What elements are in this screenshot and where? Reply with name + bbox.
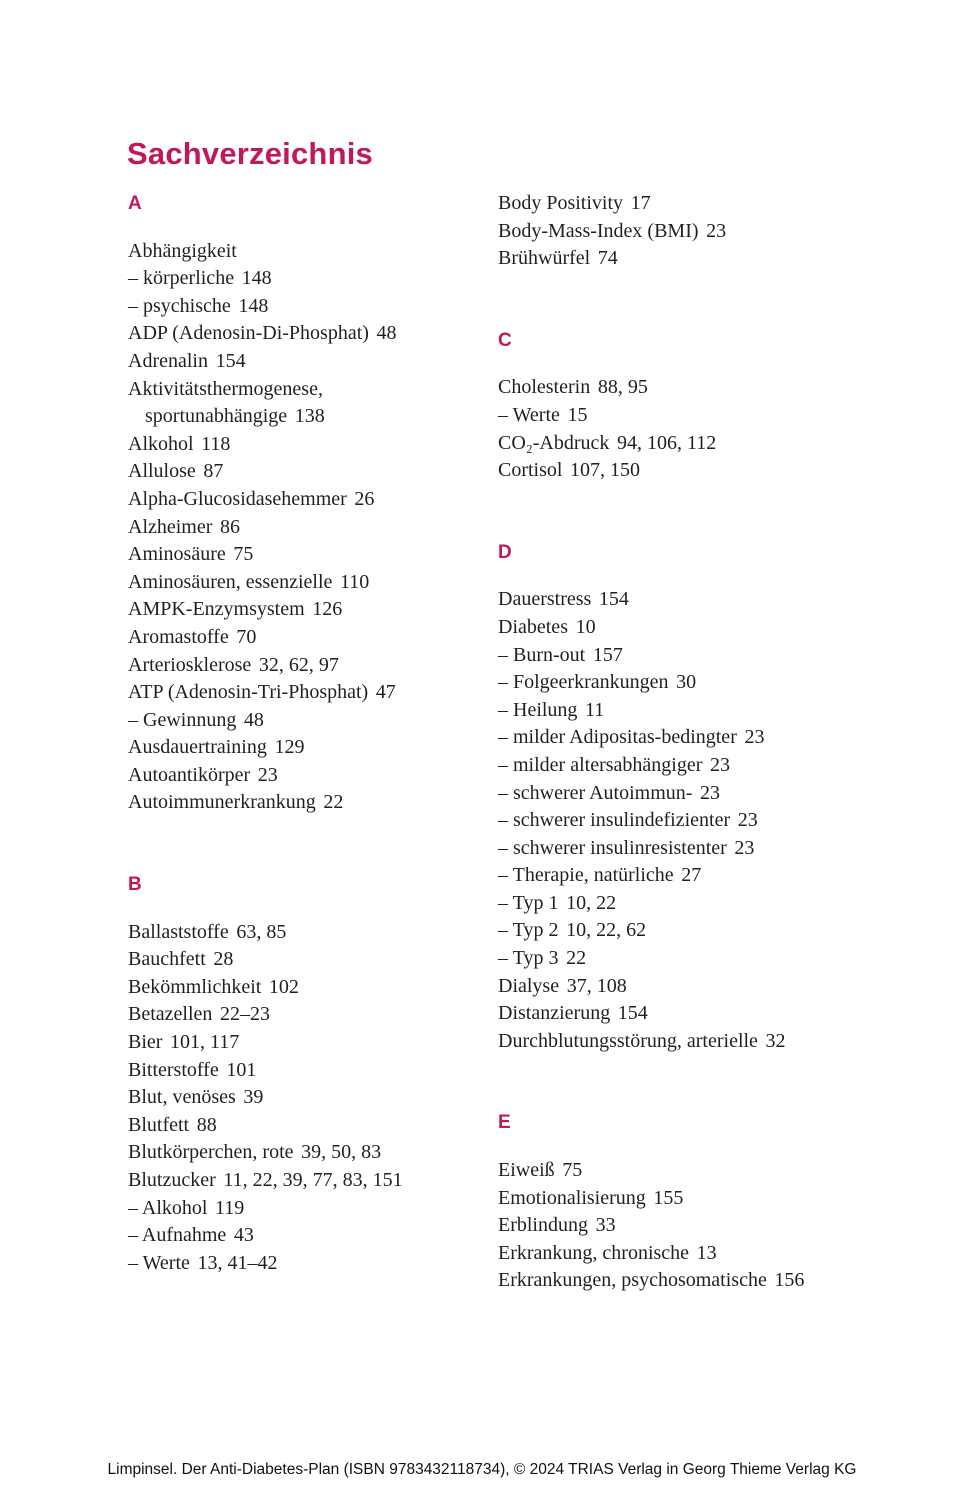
index-entry xyxy=(498,614,888,642)
entry-label: Alkohol xyxy=(128,432,194,455)
entry-label: Arteriosklerose xyxy=(128,653,252,676)
entry-label: sportunabhängige xyxy=(145,405,288,428)
entry-pages: 148 xyxy=(238,294,269,317)
entry-label: – Werte xyxy=(498,403,560,426)
entry-pages: 75 xyxy=(562,1159,583,1182)
entry-pages: 10, 22 xyxy=(566,891,617,914)
index-entry xyxy=(128,624,488,652)
index-entry xyxy=(498,890,888,918)
section-letter-C: C xyxy=(498,329,512,351)
index-entry xyxy=(128,1001,488,1029)
entry-pages: 74 xyxy=(597,247,618,270)
entry-label: Bier xyxy=(128,1031,163,1054)
entry-pages: 27 xyxy=(681,864,702,887)
index-entry xyxy=(128,1112,488,1140)
index-entry xyxy=(498,724,888,752)
entry-label: – schwerer Autoimmun- xyxy=(498,781,693,804)
entry-label: ATP (Adenosin-Tri-Phosphat) xyxy=(128,681,369,704)
entry-pages: 23 xyxy=(706,219,727,242)
entry-label: – Burn-out xyxy=(498,643,586,666)
entry-pages: 48 xyxy=(376,322,397,345)
entry-label: Cholesterin xyxy=(498,376,591,399)
entry-label: – Heilung xyxy=(498,698,578,721)
index-entry xyxy=(128,1029,488,1057)
entry-label: – Werte xyxy=(128,1251,190,1274)
entry-label: – schwerer insulinresistenter xyxy=(498,836,727,859)
entry-pages: 154 xyxy=(598,588,629,611)
entry-pages: 28 xyxy=(213,948,234,971)
entry-pages: 154 xyxy=(215,349,246,372)
entry-label: Erkrankung, chronische xyxy=(498,1241,690,1264)
entry-pages: 15 xyxy=(567,403,588,426)
entry-label: Abhängigkeit xyxy=(128,239,237,262)
section-letter-E: E xyxy=(498,1112,511,1134)
index-entry xyxy=(498,374,888,402)
index-entry xyxy=(128,919,488,947)
entry-label: Alpha-Glucosidasehemmer xyxy=(128,487,347,510)
entry-label: AMPK-Enzymsystem xyxy=(128,598,305,621)
entry-label: Autoantikörper xyxy=(128,763,251,786)
index-entry xyxy=(498,1000,888,1028)
index-entry xyxy=(498,402,888,430)
index-entry xyxy=(128,974,488,1002)
entry-label: Aromastoffe xyxy=(128,625,229,648)
index-entry xyxy=(498,669,888,697)
index-entry xyxy=(498,973,888,1001)
entry-pages: 48 xyxy=(243,708,264,731)
index-entry xyxy=(128,946,488,974)
entry-label: Dialyse xyxy=(498,974,560,997)
footer-imprint: Limpinsel. Der Anti-Diabetes-Plan (ISBN 9783432118734), © 2024 TRIAS Verlag in Georg Thieme Verlag KG xyxy=(107,1461,857,1478)
index-column-left xyxy=(128,190,488,1277)
index-entry xyxy=(128,265,488,293)
entry-label: Distanzierung xyxy=(498,1002,611,1025)
index-entry xyxy=(498,752,888,780)
entry-pages: 94, 106, 112 xyxy=(617,431,717,454)
index-entry xyxy=(498,430,888,458)
entry-pages: 23 xyxy=(700,781,720,804)
entry-label: Ballaststoffe xyxy=(128,920,229,943)
entry-pages: 43 xyxy=(233,1224,254,1247)
index-entry xyxy=(498,457,888,485)
entry-pages: 22–23 xyxy=(220,1003,270,1026)
entry-label: Blutfett xyxy=(128,1113,190,1136)
entry-pages: 23 xyxy=(737,809,758,832)
entry-label: – milder Adipositas-bedingter xyxy=(498,726,737,749)
index-entry xyxy=(128,238,488,266)
index-entry xyxy=(128,431,488,459)
entry-pages: 32 xyxy=(765,1029,786,1052)
entry-label: – Aufnahme xyxy=(128,1224,227,1247)
entry-label: – Therapie, natürliche xyxy=(498,864,674,887)
index-entry xyxy=(498,807,888,835)
index-entry xyxy=(128,403,488,431)
entry-pages: 88 xyxy=(196,1113,217,1136)
index-entry xyxy=(128,514,488,542)
entry-label: Alzheimer xyxy=(128,515,213,538)
index-entry xyxy=(128,734,488,762)
index-entry xyxy=(498,586,888,614)
entry-label: Adrenalin xyxy=(128,349,208,372)
entry-pages: 10 xyxy=(575,615,596,638)
index-entry xyxy=(128,293,488,321)
index-entry xyxy=(128,596,488,624)
entry-pages: 23 xyxy=(257,763,278,786)
entry-label: Eiweiß xyxy=(498,1159,555,1182)
entry-pages: 118 xyxy=(201,432,231,455)
entry-pages: 110 xyxy=(339,570,370,593)
index-entry xyxy=(128,652,488,680)
entry-label: – Typ 3 xyxy=(498,947,559,970)
index-entry xyxy=(128,679,488,707)
entry-pages: 156 xyxy=(774,1269,805,1292)
index-entry xyxy=(128,1250,488,1278)
entry-pages: 39, 50, 83 xyxy=(301,1141,382,1164)
entry-pages: 23 xyxy=(734,836,755,859)
index-entry xyxy=(498,218,888,246)
entry-label: – Typ 2 xyxy=(498,919,559,942)
entry-pages: 75 xyxy=(233,543,254,566)
entry-label: ADP (Adenosin-Di-Phosphat) xyxy=(128,322,369,345)
entry-pages: 17 xyxy=(630,192,651,214)
entry-label: Betazellen xyxy=(128,1003,213,1026)
entry-pages: 157 xyxy=(592,643,623,666)
entry-pages: 13 xyxy=(696,1241,717,1264)
section-letter-B: B xyxy=(128,874,142,896)
index-entry xyxy=(498,917,888,945)
index-entry xyxy=(498,780,888,808)
index-entry xyxy=(498,1028,888,1056)
entry-pages: 23 xyxy=(744,726,765,749)
index-entry xyxy=(128,376,488,404)
entry-pages: 22 xyxy=(566,947,587,970)
entry-label: – schwerer insulindefizienter xyxy=(498,809,731,832)
index-entry xyxy=(128,1084,488,1112)
entry-pages: 23 xyxy=(709,753,730,776)
index-entry xyxy=(498,1240,888,1268)
index-entry xyxy=(498,835,888,863)
entry-pages: 138 xyxy=(294,405,325,428)
entry-label: Body-Mass-Index (BMI) xyxy=(498,219,699,242)
entry-label: Brühwürfel xyxy=(498,247,591,270)
entry-pages: 11 xyxy=(585,698,605,721)
entry-pages: 101, 117 xyxy=(170,1031,240,1054)
index-entry xyxy=(128,1167,488,1195)
entry-pages: 126 xyxy=(312,598,343,621)
index-entry xyxy=(128,1139,488,1167)
entry-pages: 155 xyxy=(653,1186,684,1209)
section-letter-A: A xyxy=(128,193,142,214)
entry-label: Ausdauertraining xyxy=(128,736,267,759)
entry-pages: 63, 85 xyxy=(236,920,287,943)
entry-label: – körperliche xyxy=(128,267,235,290)
entry-label: Aminosäuren, essenzielle xyxy=(128,570,333,593)
entry-pages: 107, 150 xyxy=(570,459,641,482)
entry-pages: 30 xyxy=(676,671,697,694)
entry-pages: 47 xyxy=(375,681,396,704)
entry-pages: 22 xyxy=(323,791,344,814)
index-entry xyxy=(498,190,888,218)
entry-pages: 13, 41–42 xyxy=(197,1251,278,1274)
entry-pages: 119 xyxy=(215,1196,245,1219)
entry-label: Aminosäure xyxy=(128,543,226,566)
index-entry xyxy=(498,945,888,973)
entry-pages: 33 xyxy=(595,1214,616,1237)
index-entry xyxy=(128,1057,488,1085)
entry-label: – Typ 1 xyxy=(498,891,559,914)
index-entry xyxy=(128,707,488,735)
entry-label: CO₂-Abdruck xyxy=(498,431,610,454)
index-entry xyxy=(128,762,488,790)
entry-pages: 154 xyxy=(617,1002,648,1025)
entry-label: Emotionalisierung xyxy=(498,1186,646,1209)
entry-label: – milder altersabhängiger xyxy=(498,753,703,776)
entry-label: Bitterstoffe xyxy=(128,1058,219,1081)
entry-pages: 10, 22, 62 xyxy=(566,919,647,942)
section-letter-D: D xyxy=(498,541,512,563)
entry-label: Erkrankungen, psychosomatische xyxy=(498,1269,767,1292)
entry-label: Durchblutungsstörung, arterielle xyxy=(498,1029,758,1052)
index-entry xyxy=(498,1185,888,1213)
entry-label: Blutzucker xyxy=(128,1169,216,1191)
entry-label: Autoimmunerkrankung xyxy=(128,791,316,814)
entry-label: Allulose xyxy=(128,460,196,483)
entry-label: – Folgeerkrankungen xyxy=(498,671,669,694)
entry-label: Body Positivity xyxy=(498,192,624,214)
index-entry xyxy=(128,1222,488,1250)
entry-label: Dauerstress xyxy=(498,588,592,611)
entry-label: Bekömmlichkeit xyxy=(128,975,262,998)
entry-label: Blut, venöses xyxy=(128,1086,236,1109)
index-entry xyxy=(128,320,488,348)
index-entry xyxy=(498,245,888,273)
entry-pages: 87 xyxy=(203,460,224,483)
index-entry xyxy=(498,1212,888,1240)
index-entry xyxy=(498,642,888,670)
index-entry xyxy=(128,541,488,569)
entry-label: – psychische xyxy=(128,294,231,317)
index-entry xyxy=(128,1195,488,1223)
index-entry xyxy=(128,486,488,514)
entry-pages: 37, 108 xyxy=(566,974,627,997)
entry-pages: 26 xyxy=(354,487,375,510)
entry-label: Erblindung xyxy=(498,1214,588,1237)
index-entry xyxy=(498,1157,888,1185)
entry-pages: 32, 62, 97 xyxy=(258,653,339,676)
entry-pages: 102 xyxy=(268,975,299,998)
entry-pages: 39 xyxy=(243,1086,264,1109)
entry-pages: 129 xyxy=(274,736,305,759)
entry-label: Diabetes xyxy=(498,615,568,638)
entry-pages: 88, 95 xyxy=(597,376,648,399)
entry-pages: 86 xyxy=(220,515,240,538)
entry-pages: 101 xyxy=(226,1058,257,1081)
entry-pages: 11, 22, 39, 77, 83, 151 xyxy=(223,1169,403,1191)
index-entry xyxy=(128,569,488,597)
entry-label: Bauchfett xyxy=(128,948,206,971)
index-entry xyxy=(128,789,488,817)
entry-pages: 148 xyxy=(241,267,272,290)
entry-pages: 70 xyxy=(236,625,257,648)
index-column-right xyxy=(498,190,888,1295)
entry-label: Cortisol xyxy=(498,459,563,482)
index-entry xyxy=(128,348,488,376)
entry-label: Aktivitätsthermogenese, xyxy=(128,377,323,400)
index-entry xyxy=(498,697,888,725)
index-entry xyxy=(498,1267,888,1295)
entry-label: – Alkohol xyxy=(128,1196,208,1219)
entry-label: Blutkörperchen, rote xyxy=(128,1141,294,1164)
page-title: Sachverzeichnis xyxy=(127,136,373,171)
entry-label: – Gewinnung xyxy=(128,708,237,731)
index-entry xyxy=(128,458,488,486)
index-entry xyxy=(498,862,888,890)
